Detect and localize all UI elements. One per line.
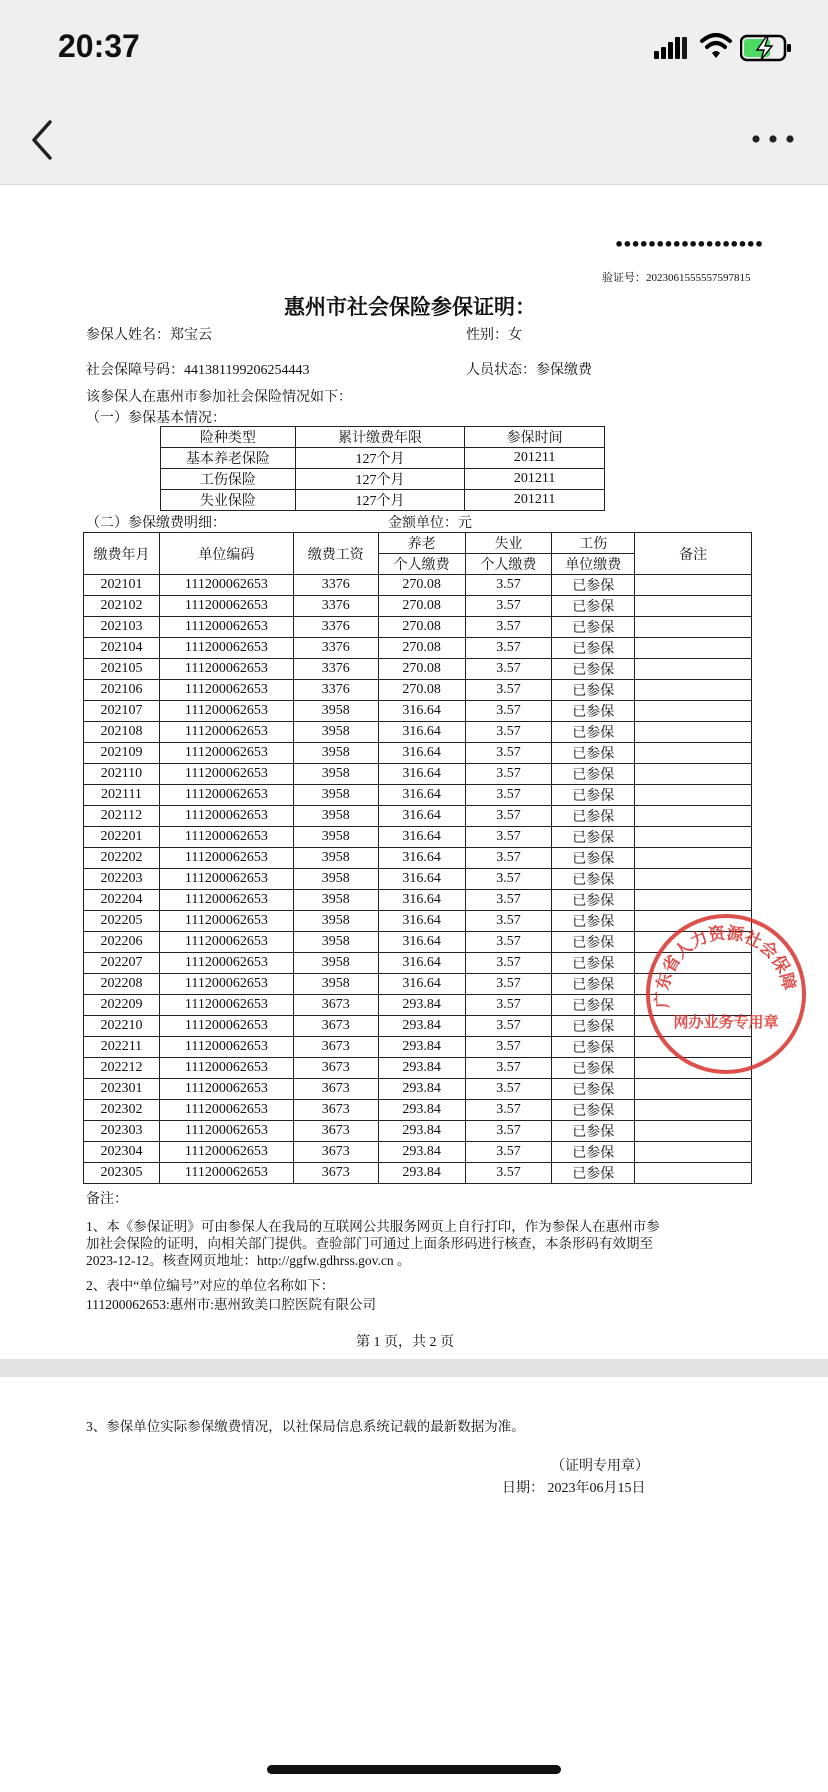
pension-cell: 293.84 [378, 1037, 465, 1058]
cell: 201211 [465, 490, 605, 511]
verify-code: 验证号：2023061555557597815 [602, 272, 751, 284]
unit-code-cell: 111200062653 [159, 680, 293, 701]
cell: 201211 [465, 469, 605, 490]
page-indicator: 第 1 页，共 2 页 [356, 1335, 454, 1350]
unemployment-cell: 3.57 [465, 1163, 552, 1184]
wage-cell: 3673 [293, 1163, 378, 1184]
pension-cell: 316.64 [378, 974, 465, 995]
injury-cell: 已参保 [552, 1163, 635, 1184]
payment-detail-table [83, 532, 752, 1184]
gender: 性别：女 [466, 328, 522, 343]
cellular-signal-icon [654, 36, 688, 60]
injury-cell: 已参保 [552, 743, 635, 764]
unit-code-cell: 111200062653 [159, 953, 293, 974]
document-title: 惠州市社会保险参保证明： [284, 295, 536, 319]
wage-cell: 3958 [293, 869, 378, 890]
table-row [84, 890, 752, 911]
personnel-status: 人员状态：参保缴费 [466, 363, 592, 378]
remark-cell [635, 617, 752, 638]
remark-cell [635, 806, 752, 827]
unit-code-cell: 111200062653 [159, 827, 293, 848]
pension-cell: 293.84 [378, 1163, 465, 1184]
table-row [84, 1121, 752, 1142]
month-cell: 202103 [84, 617, 160, 638]
back-arrow-icon[interactable] [26, 116, 60, 164]
injury-cell: 已参保 [552, 1079, 635, 1100]
unit-code-cell: 111200062653 [159, 1121, 293, 1142]
pension-cell: 293.84 [378, 1016, 465, 1037]
note-1-line-3: 2023-12-12。核查网页地址：http://ggfw.gdhrss.gov.cn 。 [86, 1253, 411, 1268]
wage-cell: 3958 [293, 911, 378, 932]
unemployment-cell: 3.57 [465, 848, 552, 869]
unemployment-cell: 3.57 [465, 995, 552, 1016]
pension-cell: 293.84 [378, 1142, 465, 1163]
unit-code-cell: 111200062653 [159, 995, 293, 1016]
month-cell: 202111 [84, 785, 160, 806]
table-row [84, 806, 752, 827]
note-1-line-1: 1、本《参保证明》可由参保人在我局的互联网公共服务网页上自行打印，作为参保人在惠州市参 [86, 1219, 660, 1234]
injury-cell: 已参保 [552, 617, 635, 638]
unemployment-cell: 3.57 [465, 1079, 552, 1100]
status-bar [0, 0, 828, 96]
seal-note: （证明专用章） [551, 1459, 649, 1474]
injury-cell: 已参保 [552, 722, 635, 743]
insured-name: 参保人姓名：郑宝云 [86, 328, 212, 343]
unit-code-cell: 111200062653 [159, 869, 293, 890]
wage-cell: 3958 [293, 953, 378, 974]
table-row [84, 827, 752, 848]
note-2-line-2: 111200062653:惠州市:惠州致美口腔医院有限公司 [86, 1297, 376, 1312]
pension-cell: 270.08 [378, 659, 465, 680]
cell: 127个月 [295, 490, 465, 511]
header-injury-sub: 单位缴费 [552, 554, 635, 575]
month-cell: 202206 [84, 932, 160, 953]
remark-cell [635, 575, 752, 596]
unemployment-cell: 3.57 [465, 638, 552, 659]
wage-cell: 3376 [293, 659, 378, 680]
cell: 工伤保险 [161, 469, 296, 490]
remark-cell [635, 890, 752, 911]
table-row [84, 722, 752, 743]
pension-cell: 270.08 [378, 680, 465, 701]
remark-cell [635, 743, 752, 764]
month-cell: 202108 [84, 722, 160, 743]
injury-cell: 已参保 [552, 1058, 635, 1079]
injury-cell: 已参保 [552, 1016, 635, 1037]
remark-cell [635, 1079, 752, 1100]
remark-cell [635, 1163, 752, 1184]
navigation-bar [0, 96, 828, 185]
unit-code-cell: 111200062653 [159, 701, 293, 722]
cell: 127个月 [295, 469, 465, 490]
injury-cell: 已参保 [552, 1100, 635, 1121]
pension-cell: 270.08 [378, 575, 465, 596]
wage-cell: 3673 [293, 1016, 378, 1037]
unit-code-cell: 111200062653 [159, 806, 293, 827]
table-row [84, 848, 752, 869]
remark-cell [635, 827, 752, 848]
injury-cell: 已参保 [552, 848, 635, 869]
table-row [84, 785, 752, 806]
battery-charging-icon [740, 34, 792, 62]
wage-cell: 3673 [293, 1100, 378, 1121]
wage-cell: 3958 [293, 785, 378, 806]
table-row [84, 575, 752, 596]
issue-date: 日期： 2023年06月15日 [502, 1481, 646, 1496]
table-row [84, 1079, 752, 1100]
notes-label: 备注： [86, 1192, 128, 1207]
unit-code-cell: 111200062653 [159, 1079, 293, 1100]
wifi-icon [700, 32, 732, 60]
unit-code-cell: 111200062653 [159, 638, 293, 659]
unit-code-cell: 111200062653 [159, 722, 293, 743]
unit-code-cell: 111200062653 [159, 764, 293, 785]
injury-cell: 已参保 [552, 827, 635, 848]
unemployment-cell: 3.57 [465, 1016, 552, 1037]
unit-code-cell: 111200062653 [159, 911, 293, 932]
wage-cell: 3376 [293, 680, 378, 701]
month-cell: 202104 [84, 638, 160, 659]
pension-cell: 293.84 [378, 1079, 465, 1100]
injury-cell: 已参保 [552, 596, 635, 617]
table-row [84, 764, 752, 785]
unit-code-cell: 111200062653 [159, 575, 293, 596]
unemployment-cell: 3.57 [465, 743, 552, 764]
barcode: •••••••••••••••••• [614, 235, 763, 254]
table-row [84, 617, 752, 638]
unit-code-cell: 111200062653 [159, 1100, 293, 1121]
pension-cell: 316.64 [378, 785, 465, 806]
table-row [84, 596, 752, 617]
unit-code-cell: 111200062653 [159, 932, 293, 953]
unit-code-cell: 111200062653 [159, 1037, 293, 1058]
unemployment-cell: 3.57 [465, 953, 552, 974]
unemployment-cell: 3.57 [465, 575, 552, 596]
remark-cell [635, 596, 752, 617]
unit-code-cell: 111200062653 [159, 743, 293, 764]
month-cell: 202210 [84, 1016, 160, 1037]
unemployment-cell: 3.57 [465, 890, 552, 911]
pension-cell: 316.64 [378, 722, 465, 743]
remark-cell [635, 680, 752, 701]
status-time: 20:37 [58, 28, 140, 64]
unemployment-cell: 3.57 [465, 785, 552, 806]
document-page-1 [0, 185, 828, 1359]
injury-cell: 已参保 [552, 869, 635, 890]
month-cell: 202305 [84, 1163, 160, 1184]
injury-cell: 已参保 [552, 806, 635, 827]
header-pension: 养老 [378, 533, 465, 554]
unemployment-cell: 3.57 [465, 617, 552, 638]
unemployment-cell: 3.57 [465, 1100, 552, 1121]
pension-cell: 316.64 [378, 743, 465, 764]
wage-cell: 3958 [293, 932, 378, 953]
unemployment-cell: 3.57 [465, 911, 552, 932]
unemployment-cell: 3.57 [465, 869, 552, 890]
remark-cell [635, 1100, 752, 1121]
section-detail-heading: （二）参保缴费明细： [86, 516, 226, 531]
unemployment-cell: 3.57 [465, 1121, 552, 1142]
cell: 基本养老保险 [161, 448, 296, 469]
unemployment-cell: 3.57 [465, 596, 552, 617]
injury-cell: 已参保 [552, 890, 635, 911]
unemployment-cell: 3.57 [465, 659, 552, 680]
unit-code-cell: 111200062653 [159, 974, 293, 995]
wage-cell: 3376 [293, 596, 378, 617]
pension-cell: 316.64 [378, 953, 465, 974]
pension-cell: 316.64 [378, 701, 465, 722]
header-remark: 备注 [635, 533, 752, 575]
month-cell: 202202 [84, 848, 160, 869]
remark-cell [635, 722, 752, 743]
injury-cell: 已参保 [552, 1121, 635, 1142]
month-cell: 202212 [84, 1058, 160, 1079]
unemployment-cell: 3.57 [465, 806, 552, 827]
unit-code-cell: 111200062653 [159, 848, 293, 869]
month-cell: 202301 [84, 1079, 160, 1100]
injury-cell: 已参保 [552, 995, 635, 1016]
wage-cell: 3958 [293, 890, 378, 911]
month-cell: 202105 [84, 659, 160, 680]
month-cell: 202101 [84, 575, 160, 596]
pension-cell: 293.84 [378, 1100, 465, 1121]
wage-cell: 3673 [293, 995, 378, 1016]
pension-cell: 293.84 [378, 1058, 465, 1079]
month-cell: 202205 [84, 911, 160, 932]
unemployment-cell: 3.57 [465, 1058, 552, 1079]
pension-cell: 316.64 [378, 932, 465, 953]
unit-code-cell: 111200062653 [159, 596, 293, 617]
table-row [84, 1100, 752, 1121]
unit-code-cell: 111200062653 [159, 1058, 293, 1079]
wage-cell: 3958 [293, 722, 378, 743]
header-unemployment: 失业 [465, 533, 552, 554]
month-cell: 202303 [84, 1121, 160, 1142]
injury-cell: 已参保 [552, 575, 635, 596]
injury-cell: 已参保 [552, 974, 635, 995]
table-row [84, 1142, 752, 1163]
unemployment-cell: 3.57 [465, 722, 552, 743]
unit-code-cell: 111200062653 [159, 1142, 293, 1163]
note-1-line-2: 加社会保险的证明，向相关部门提供。查验部门可通过上面条形码进行核查，本条形码有效期至 [86, 1236, 653, 1251]
month-cell: 202208 [84, 974, 160, 995]
injury-cell: 已参保 [552, 659, 635, 680]
header-unemployment-sub: 个人缴费 [465, 554, 552, 575]
note-2-line-1: 2、表中“单位编号”对应的单位名称如下： [86, 1278, 335, 1293]
page-separator [0, 1359, 828, 1377]
injury-cell: 已参保 [552, 638, 635, 659]
injury-cell: 已参保 [552, 932, 635, 953]
pension-cell: 316.64 [378, 848, 465, 869]
wage-cell: 3376 [293, 575, 378, 596]
unemployment-cell: 3.57 [465, 974, 552, 995]
table-row [84, 659, 752, 680]
official-seal [644, 912, 808, 1076]
header-unit-code: 单位编码 [159, 533, 293, 575]
section-basic-heading: （一）参保基本情况： [86, 411, 226, 426]
wage-cell: 3958 [293, 827, 378, 848]
month-cell: 202203 [84, 869, 160, 890]
document-page-2 [0, 1377, 828, 1792]
table-row [84, 1163, 752, 1184]
header-cell: 累计缴费年限 [295, 427, 465, 448]
pension-cell: 316.64 [378, 869, 465, 890]
note-3: 3、参保单位实际参保缴费情况，以社保局信息系统记载的最新数据为准。 [86, 1419, 525, 1434]
pension-cell: 270.08 [378, 596, 465, 617]
wage-cell: 3958 [293, 806, 378, 827]
unemployment-cell: 3.57 [465, 1037, 552, 1058]
more-options-icon[interactable] [750, 130, 796, 148]
unemployment-cell: 3.57 [465, 827, 552, 848]
cell: 失业保险 [161, 490, 296, 511]
unit-code-cell: 111200062653 [159, 659, 293, 680]
month-cell: 202110 [84, 764, 160, 785]
unemployment-cell: 3.57 [465, 701, 552, 722]
injury-cell: 已参保 [552, 680, 635, 701]
header-cell: 参保时间 [465, 427, 605, 448]
wage-cell: 3958 [293, 974, 378, 995]
social-security-number: 社会保障号码：441381199206254443 [86, 363, 310, 378]
month-cell: 202102 [84, 596, 160, 617]
month-cell: 202302 [84, 1100, 160, 1121]
header-cell: 险种类型 [161, 427, 296, 448]
home-indicator[interactable] [267, 1765, 561, 1774]
table-row [84, 743, 752, 764]
injury-cell: 已参保 [552, 911, 635, 932]
table-row [84, 638, 752, 659]
unemployment-cell: 3.57 [465, 680, 552, 701]
remark-cell [635, 659, 752, 680]
pension-cell: 316.64 [378, 890, 465, 911]
pension-cell: 270.08 [378, 617, 465, 638]
unit-code-cell: 111200062653 [159, 785, 293, 806]
injury-cell: 已参保 [552, 701, 635, 722]
wage-cell: 3673 [293, 1058, 378, 1079]
pension-cell: 316.64 [378, 806, 465, 827]
wage-cell: 3958 [293, 848, 378, 869]
pension-cell: 316.64 [378, 827, 465, 848]
month-cell: 202109 [84, 743, 160, 764]
injury-cell: 已参保 [552, 1142, 635, 1163]
seal-outer-text: 广东省人力资源社会保障 [652, 923, 799, 1009]
header-injury: 工伤 [552, 533, 635, 554]
unit-code-cell: 111200062653 [159, 890, 293, 911]
pension-cell: 316.64 [378, 764, 465, 785]
unemployment-cell: 3.57 [465, 932, 552, 953]
table-row [84, 701, 752, 722]
remark-cell [635, 701, 752, 722]
pension-cell: 293.84 [378, 995, 465, 1016]
month-cell: 202106 [84, 680, 160, 701]
month-cell: 202207 [84, 953, 160, 974]
pension-cell: 316.64 [378, 911, 465, 932]
wage-cell: 3376 [293, 638, 378, 659]
table-row [84, 869, 752, 890]
month-cell: 202209 [84, 995, 160, 1016]
unemployment-cell: 3.57 [465, 1142, 552, 1163]
cell: 201211 [465, 448, 605, 469]
unemployment-cell: 3.57 [465, 764, 552, 785]
unit-code-cell: 111200062653 [159, 1016, 293, 1037]
remark-cell [635, 1142, 752, 1163]
wage-cell: 3958 [293, 743, 378, 764]
injury-cell: 已参保 [552, 953, 635, 974]
injury-cell: 已参保 [552, 764, 635, 785]
intro-text: 该参保人在惠州市参加社会保险情况如下： [86, 390, 352, 405]
pension-cell: 293.84 [378, 1121, 465, 1142]
wage-cell: 3958 [293, 701, 378, 722]
wage-cell: 3673 [293, 1037, 378, 1058]
unit-code-cell: 111200062653 [159, 1163, 293, 1184]
injury-cell: 已参保 [552, 785, 635, 806]
wage-cell: 3673 [293, 1121, 378, 1142]
remark-cell [635, 869, 752, 890]
amount-unit: 金额单位：元 [388, 516, 472, 531]
month-cell: 202107 [84, 701, 160, 722]
seal-inner-text: 网办业务专用章 [673, 1013, 779, 1031]
month-cell: 202304 [84, 1142, 160, 1163]
unit-code-cell: 111200062653 [159, 617, 293, 638]
wage-cell: 3673 [293, 1079, 378, 1100]
basic-insurance-table [160, 426, 605, 511]
wage-cell: 3376 [293, 617, 378, 638]
pension-cell: 270.08 [378, 638, 465, 659]
wage-cell: 3673 [293, 1142, 378, 1163]
month-cell: 202112 [84, 806, 160, 827]
month-cell: 202204 [84, 890, 160, 911]
table-row [84, 680, 752, 701]
remark-cell [635, 785, 752, 806]
header-month: 缴费年月 [84, 533, 160, 575]
header-wage: 缴费工资 [293, 533, 378, 575]
remark-cell [635, 764, 752, 785]
month-cell: 202211 [84, 1037, 160, 1058]
cell: 127个月 [295, 448, 465, 469]
month-cell: 202201 [84, 827, 160, 848]
remark-cell [635, 848, 752, 869]
remark-cell [635, 638, 752, 659]
header-pension-sub: 个人缴费 [378, 554, 465, 575]
remark-cell [635, 1121, 752, 1142]
injury-cell: 已参保 [552, 1037, 635, 1058]
wage-cell: 3958 [293, 764, 378, 785]
